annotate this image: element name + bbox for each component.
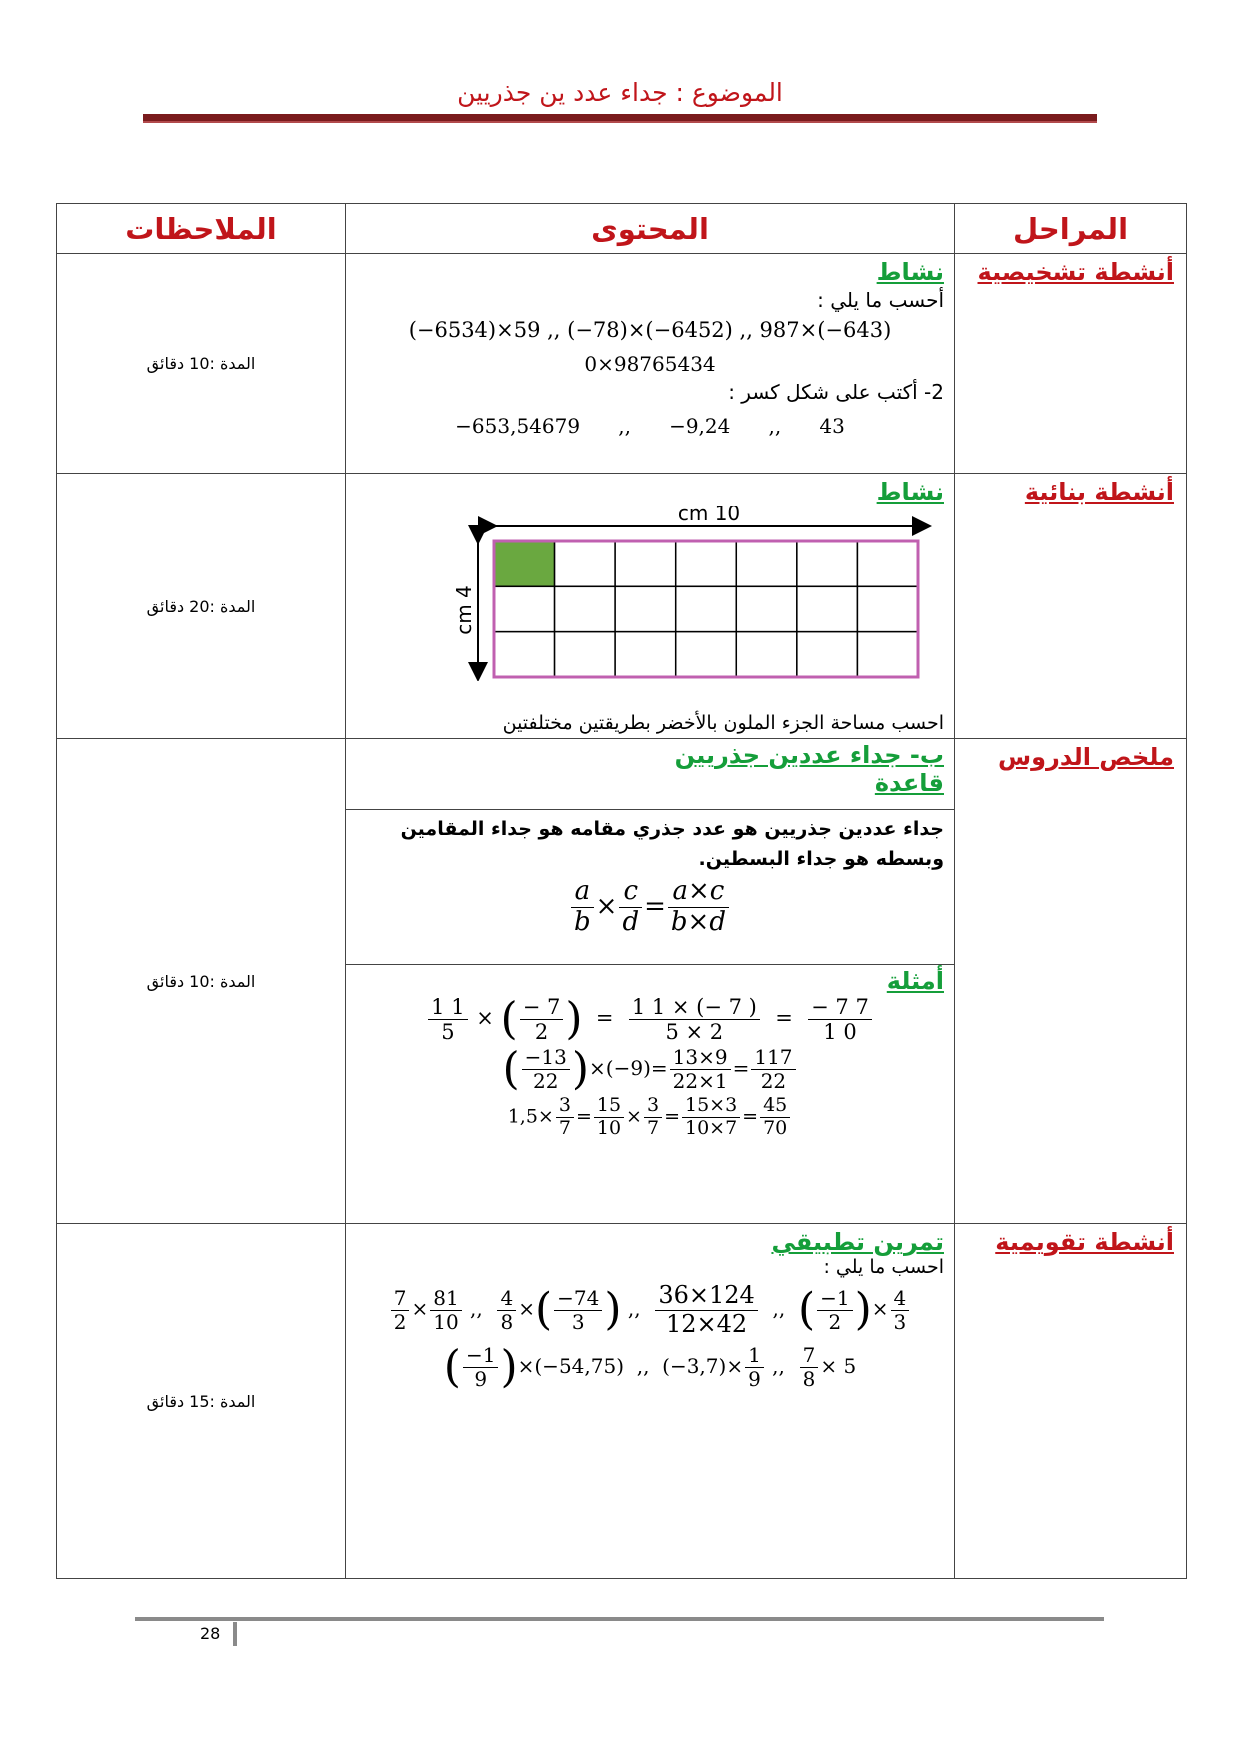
grid-cell — [736, 632, 797, 677]
example-3: 1,5× $\frac{3}{7}$ = $\frac{15}{10}$ × $\frac{3}{7}$ = $\frac{15\times 3}{10\times 7}$ = $\frac{45}{70}$ — [356, 1095, 944, 1140]
footer-tick — [233, 1622, 237, 1646]
grid-cell — [736, 541, 797, 586]
grid-cell — [857, 586, 918, 631]
grid-cell — [615, 541, 676, 586]
duration-note: المدة :15 دقائق — [57, 1224, 346, 1579]
instruction: احسب ما يلي : — [823, 1256, 944, 1278]
question: احسب مساحة الجزء الملون بالأخضر بطريقتين مختلفتين — [502, 712, 944, 734]
grid-cell — [736, 586, 797, 631]
grid-cell — [676, 541, 737, 586]
height-label: 4 cm — [452, 585, 476, 635]
exercise-line-2: ( $\frac{-1}{9}$ )×(−54,75) ,, (−3,7)× $\frac{1}{9}$ ,, $\frac{7}{8}$ × 5 — [443, 1341, 857, 1393]
grid-cell — [676, 632, 737, 677]
activity-title: نشاط — [876, 258, 944, 286]
page-title: الموضوع : جداء عدد ين جذريين — [457, 78, 783, 107]
grid-cell — [615, 632, 676, 677]
grid-cell — [857, 632, 918, 677]
grid-cell — [797, 632, 858, 677]
footer-rule — [135, 1617, 1104, 1621]
stage-evaluation: أنشطة تقويمية — [955, 1224, 1187, 1579]
expression-line-2: 0×98765434 — [584, 352, 716, 376]
exercise-line-1: $\frac{7}{2}$ × $\frac{81}{10}$ ,, $\frac{4}{8}$ ×( $\frac{-74}{3}$ ) ,, $\frac{36\times 124}{12\times 42}$ ,, ( $\frac{-1}{2}$ )× $\frac{4}{3}$ — [356, 1282, 944, 1338]
grid-cell — [615, 586, 676, 631]
content-diagnostic — [346, 254, 955, 474]
expression-line-1: (−6534)×59 ,, (−78)×(−6452) ,, 987×(−643) — [408, 318, 892, 342]
stage-summary: ملخص الدروس — [955, 739, 1187, 1224]
activity-title: نشاط — [876, 478, 944, 506]
duration-note: المدة :20 دقائق — [57, 474, 346, 739]
exercise-title: تمرين تطبيقي — [771, 1228, 944, 1256]
grid-cell — [857, 541, 918, 586]
page-number: 28 — [200, 1624, 221, 1643]
width-label: 10 cm — [677, 506, 741, 525]
grid — [494, 541, 918, 677]
grid-cell — [555, 541, 616, 586]
grid-cell — [797, 586, 858, 631]
grid-figure — [444, 506, 944, 681]
grid-cell — [676, 586, 737, 631]
content-summary — [346, 739, 955, 1224]
examples-title: أمثلة — [886, 967, 944, 995]
grid-cell — [555, 586, 616, 631]
header-content: المحتوى — [346, 204, 955, 254]
duration-note: المدة :10 دقائق — [57, 254, 346, 474]
rule-formula: $\frac{a}{b}$ × $\frac{c}{d}$ = $\frac{a\times c}{b\times d}$ — [356, 877, 944, 938]
rule-text: جداء عددين جذريين هو عدد جذري مقامه هو جداء المقامين وبسطه هو جداء البسطين. — [400, 818, 944, 871]
instruction-2: 2- أكتب على شكل كسر : — [728, 380, 944, 404]
example-2: ( $\frac{-13}{22}$ )×(−9)= $\frac{13\times 9}{22\times 1}$ = $\frac{117}{22}$ — [356, 1046, 944, 1093]
example-1: $\frac{1 1}{5}$ × ( $\frac{- 7}{2}$ ) = $\frac{1 1 \times (- 7 )}{5 \times 2}$ = $\frac{- 7 7}{1 0}$ — [356, 995, 944, 1044]
lesson-table — [56, 203, 1187, 1579]
expression-line-3: −653,54679 ,, −9,24 ,, 43 — [455, 414, 845, 438]
grid-cell — [494, 632, 555, 677]
grid-cell — [555, 632, 616, 677]
content-evaluation — [346, 1224, 955, 1579]
header-rule — [143, 114, 1097, 123]
grid-cell — [494, 586, 555, 631]
duration-note: المدة :10 دقائق — [57, 739, 346, 1224]
header-notes: الملاحظات — [57, 204, 346, 254]
lesson-title: ب- جداء عددين جذريين — [674, 741, 944, 769]
content-constructive — [346, 474, 955, 739]
grid-cell-shaded — [494, 541, 555, 586]
instruction: أحسب ما يلي : — [817, 288, 944, 312]
stage-diagnostic: أنشطة تشخيصية — [955, 254, 1187, 474]
stage-constructive: أنشطة بنائية — [955, 474, 1187, 739]
rule-title: قاعدة — [874, 769, 944, 797]
grid-cell — [797, 541, 858, 586]
header-stages: المراحل — [955, 204, 1187, 254]
